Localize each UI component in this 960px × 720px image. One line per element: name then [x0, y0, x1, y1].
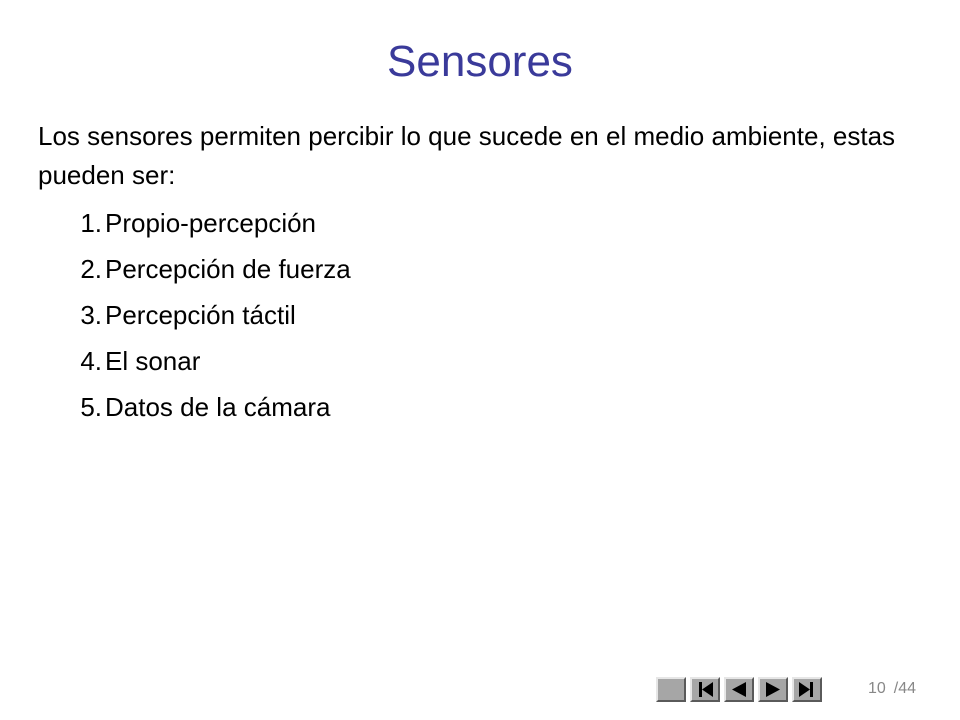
- slide-title: Sensores: [387, 37, 573, 86]
- first-slide-button[interactable]: [690, 677, 720, 702]
- intro-paragraph: Los sensores permiten percibir lo que sucede en el medio ambiente, estas pueden ser:: [38, 121, 896, 190]
- previous-slide-button[interactable]: [724, 677, 754, 702]
- first-slide-icon: [692, 679, 718, 700]
- page-current: 10: [868, 680, 886, 697]
- list-item: [38, 200, 351, 246]
- list-item: [38, 384, 351, 430]
- list-item: [38, 338, 351, 384]
- page-total: /44: [893, 680, 917, 697]
- next-slide-icon: [760, 679, 786, 700]
- list-item: [38, 292, 351, 338]
- sensor-list: [38, 200, 351, 430]
- list-item-number: 3.: [80, 299, 102, 330]
- list-item: [38, 246, 351, 292]
- slide-navigation: [656, 677, 822, 702]
- blank-nav-button[interactable]: [656, 677, 686, 702]
- list-item-number: 1.: [80, 207, 102, 238]
- list-item-number: 2.: [80, 253, 102, 284]
- last-slide-icon: [794, 679, 820, 700]
- page-number: [868, 678, 916, 700]
- list-item-text: Datos de la cámara: [105, 391, 331, 422]
- list-item-number: 4.: [80, 345, 102, 376]
- list-item-text: Percepción de fuerza: [105, 253, 351, 284]
- last-slide-button[interactable]: [792, 677, 822, 702]
- previous-slide-icon: [726, 679, 752, 700]
- list-item-number: 5.: [80, 391, 102, 422]
- list-item-text: Propio-percepción: [105, 207, 317, 238]
- list-item-text: El sonar: [105, 345, 201, 376]
- list-item-text: Percepción táctil: [105, 299, 296, 330]
- next-slide-button[interactable]: [758, 677, 788, 702]
